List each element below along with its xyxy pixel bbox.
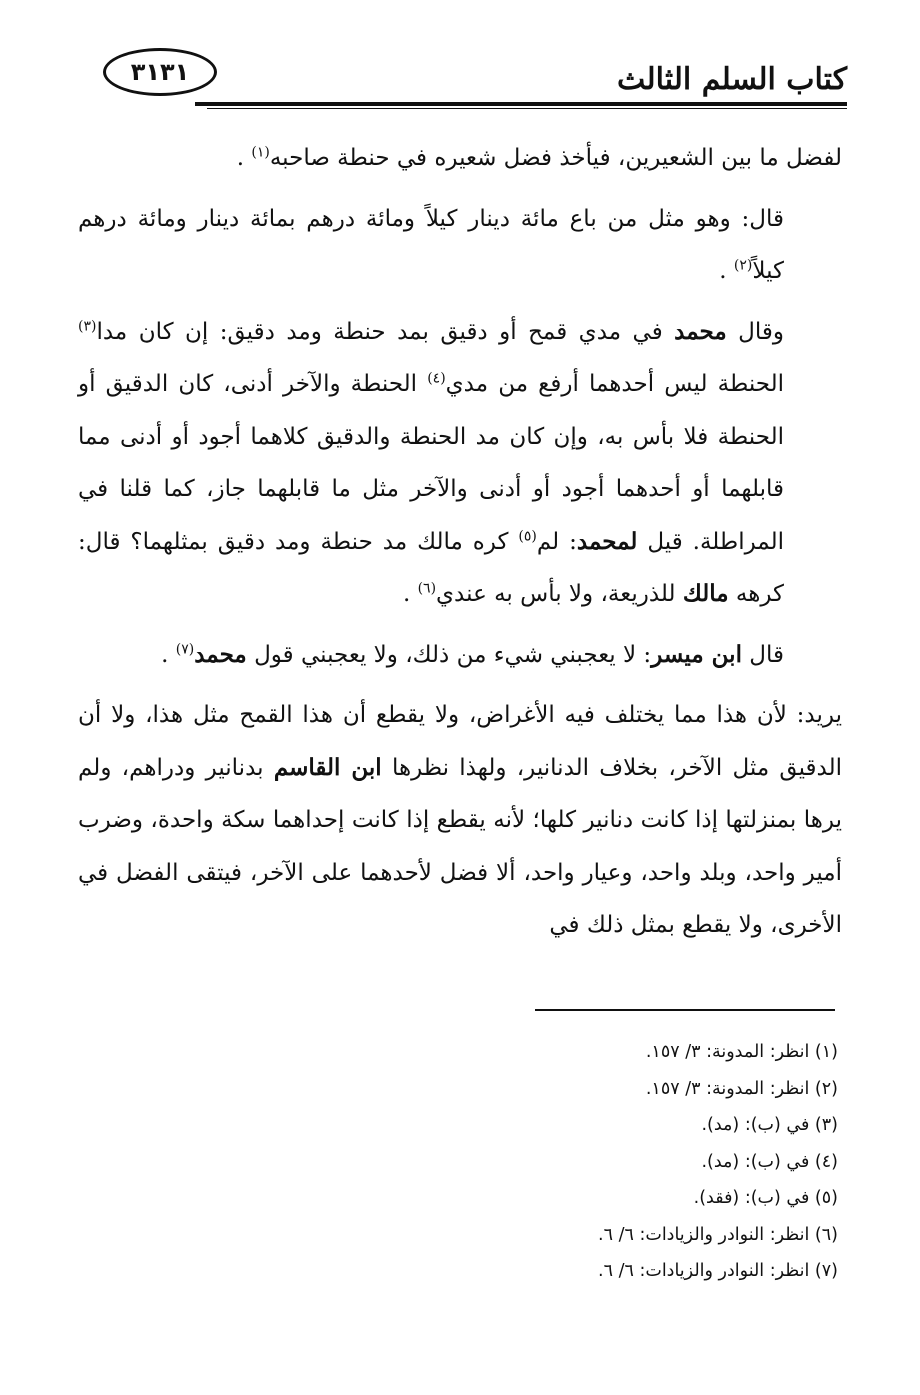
p4-part1: قال — [741, 641, 784, 668]
p4-end: . — [161, 641, 169, 668]
p4-name-ibn-maysar: ابن ميسر — [651, 640, 742, 668]
p3-part5: : لم — [536, 528, 577, 555]
footnote-ref-1[interactable]: (١) — [251, 144, 270, 161]
footnote-3: (٣) في (ب): (مد). — [701, 1115, 838, 1135]
header-rule — [195, 102, 847, 106]
paragraph-1-end: . — [236, 145, 245, 171]
p3-name-limuhammad: لمحمد — [576, 527, 638, 555]
p5-part2: بدنانير ودراهم، ولم يرها بمنزلتها إذا كانت دنانير كلها؛ لأنه يقطع إذا كانت إحداهما سكة واحدة، وضرب أمير واحد، وبلد واحد، وعيار واحد، ألا فضل لأحدهما على الآخر، فيتقى الفضل في الأخرى، ولا يقطع بمثل ذلك في — [78, 754, 842, 938]
footnote-separator — [535, 1009, 835, 1011]
footnote-ref-4[interactable]: (٤) — [427, 370, 446, 387]
p3-name-muhammad: محمد — [674, 317, 727, 345]
footnote-5: (٥) في (ب): (فقد). — [693, 1188, 838, 1208]
paragraph-5 — [78, 689, 842, 952]
paragraph-4 — [78, 629, 842, 682]
p3-part2: في مدي قمح أو دقيق بمد حنطة ومد دقيق: إن كان مدا — [96, 318, 675, 345]
p3-part6: كره مالك مد حنطة ومد دقيق بمثلهما؟ قال: كرهه — [78, 528, 784, 607]
footnote-ref-7[interactable]: (٧) — [175, 640, 195, 657]
footnote-ref-5[interactable]: (٥) — [518, 527, 537, 544]
footnote-4: (٤) في (ب): (مد). — [701, 1151, 838, 1172]
footnote-ref-6[interactable]: (٦) — [417, 580, 437, 597]
footnote-6: (٦) انظر: النوادر والزيادات: ٦/ ٦. — [598, 1224, 838, 1245]
p5-part1: يريد: لأن هذا مما يختلف فيه الأغراض، ولا يقطع أن هذا القمح مثل هذا، ولا أن الدقيق مثل الآخر، بخلاف الدنانير، ولهذا نظرها — [78, 702, 842, 781]
paragraph-1 — [78, 132, 842, 185]
footnote-7: (٧) انظر: النوادر والزيادات: ٦/ ٦. — [598, 1261, 838, 1281]
footnote-ref-3[interactable]: (٣) — [78, 317, 97, 334]
p5-name-ibn-alqasim: ابن القاسم — [273, 753, 382, 781]
paragraph-2 — [78, 193, 842, 298]
p4-part2: : لا يعجبني شيء من ذلك، ولا يعجبني قول — [246, 641, 652, 668]
p3-part3: الحنطة ليس أحدهما أرفع من مدي — [445, 371, 784, 397]
paragraph-2-text: قال: وهو مثل من باع مائة دينار كيلاً ومائة درهم بمائة دينار ومائة درهم كيلاً — [78, 205, 784, 284]
header-rule-thin — [207, 108, 847, 109]
page-number: ٣١٣١ — [130, 58, 190, 86]
p3-part7: للذريعة، ولا بأس به عندي — [436, 581, 683, 607]
p3-part4: الحنطة والآخر أدنى، كان الدقيق أو الحنطة فلا بأس به، وإن كان مد الحنطة والدقيق كلاهما أجود أو أدنى مما قابلهما أو أحدهما أجود أو أدنى والآخر مثل ما قابلهما جاز، كما قلنا في المراطلة. قيل — [78, 371, 784, 555]
paragraph-1-text: لفضل ما بين الشعيرين، فيأخذ فضل شعيره في حنطة صاحبه — [269, 145, 842, 171]
p3-name-malik: مالك — [682, 580, 729, 607]
p3-part1: وقال — [726, 318, 784, 345]
paragraph-2-end: . — [719, 258, 727, 284]
footnote-1: (١) انظر: المدونة: ٣/ ١٥٧. — [645, 1042, 838, 1062]
page-header — [95, 48, 847, 108]
page-number-badge — [103, 48, 217, 96]
p4-name-muhammad: محمد — [194, 640, 247, 668]
footnote-2: (٢) انظر: المدونة: ٣/ ١٥٧. — [645, 1078, 838, 1099]
main-text — [78, 132, 842, 952]
book-title: كتاب السلم الثالث — [616, 62, 847, 97]
footnote-ref-2[interactable]: (٢) — [733, 257, 753, 274]
p3-end: . — [402, 581, 411, 607]
footnotes — [338, 1034, 838, 1290]
paragraph-3 — [78, 306, 842, 621]
